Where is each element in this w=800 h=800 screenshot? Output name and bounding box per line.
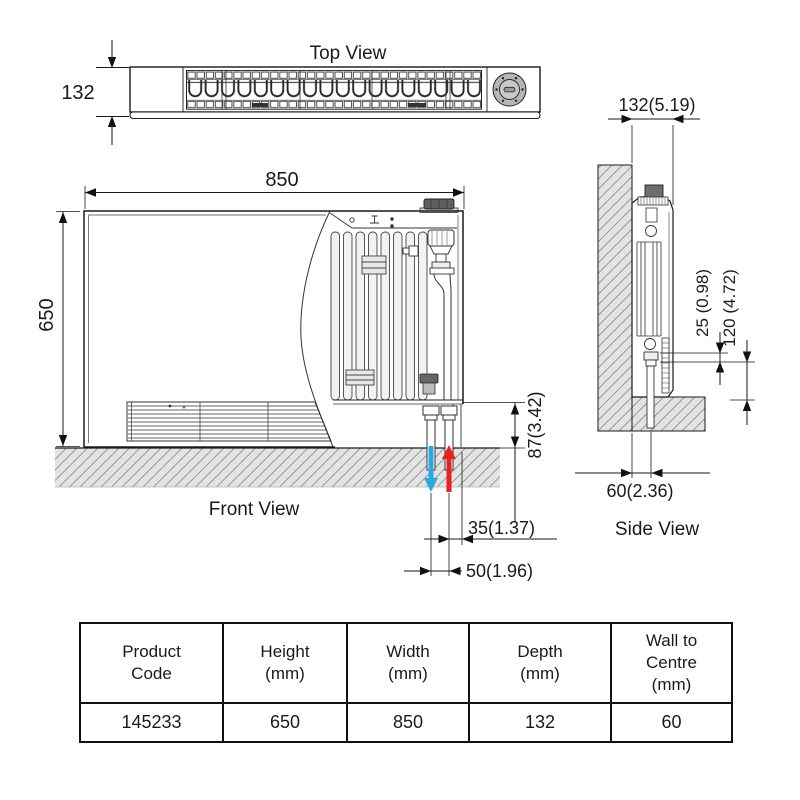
dim-clearance xyxy=(660,269,755,385)
dim-width-label: 850 xyxy=(265,169,299,191)
spec-table-header-row xyxy=(80,623,732,703)
dim-depth-side-label: 132(5.19) xyxy=(618,95,696,115)
front-view-label: Front View xyxy=(208,499,300,520)
dim-wall-centre-label: 60(2.36) xyxy=(606,481,674,501)
side-valve-cap xyxy=(645,185,663,197)
value-product-code: 145233 xyxy=(80,703,223,742)
header-depth: Depth (mm) xyxy=(469,623,611,703)
dim-pipe-spacing xyxy=(404,561,533,581)
header-wall-to-centre: Wall to Centre (mm) xyxy=(611,623,732,703)
side-grille-edge xyxy=(662,338,669,393)
value-width: 850 xyxy=(347,703,469,742)
value-wall-to-centre: 60 xyxy=(611,703,732,742)
front-view xyxy=(36,169,557,581)
wall-section xyxy=(598,165,632,431)
front-internals xyxy=(330,199,463,470)
dim-wall-centre xyxy=(575,432,710,501)
side-floor xyxy=(632,397,705,431)
dim-pipe-offset-label: 35(1.37) xyxy=(468,518,536,538)
side-pipe xyxy=(647,366,654,428)
dim-width xyxy=(85,169,464,209)
dim-clearance-label: 25 (0.98) xyxy=(693,268,712,338)
bleed-icons xyxy=(350,216,394,227)
dim-outlet-drop xyxy=(720,269,755,425)
front-panel xyxy=(86,211,333,447)
spec-table-container xyxy=(79,622,733,743)
top-view xyxy=(61,40,540,145)
dim-height xyxy=(36,212,80,447)
top-grille xyxy=(187,71,482,110)
dim-height-label: 650 xyxy=(36,298,58,332)
side-view xyxy=(575,95,755,540)
dim-depth-top-label: 132 xyxy=(61,82,95,104)
spec-table-data-row xyxy=(80,703,732,742)
header-width: Width (mm) xyxy=(347,623,469,703)
header-product-code: Product Code xyxy=(80,623,223,703)
dim-pipe-spacing-label: 50(1.96) xyxy=(466,561,534,581)
dim-outlet-drop-label: 120 (4.72) xyxy=(720,269,739,347)
top-view-label: Top View xyxy=(309,43,387,64)
value-depth: 132 xyxy=(469,703,611,742)
fan-motor xyxy=(493,73,526,106)
drain-valve xyxy=(420,374,438,394)
dim-depth-top xyxy=(61,40,129,145)
dim-pipe-floor-label: 87(3.42) xyxy=(525,391,545,459)
spec-table xyxy=(79,622,733,743)
side-unit xyxy=(632,185,673,428)
value-height: 650 xyxy=(223,703,347,742)
header-height: Height (mm) xyxy=(223,623,347,703)
side-view-label: Side View xyxy=(614,519,700,540)
